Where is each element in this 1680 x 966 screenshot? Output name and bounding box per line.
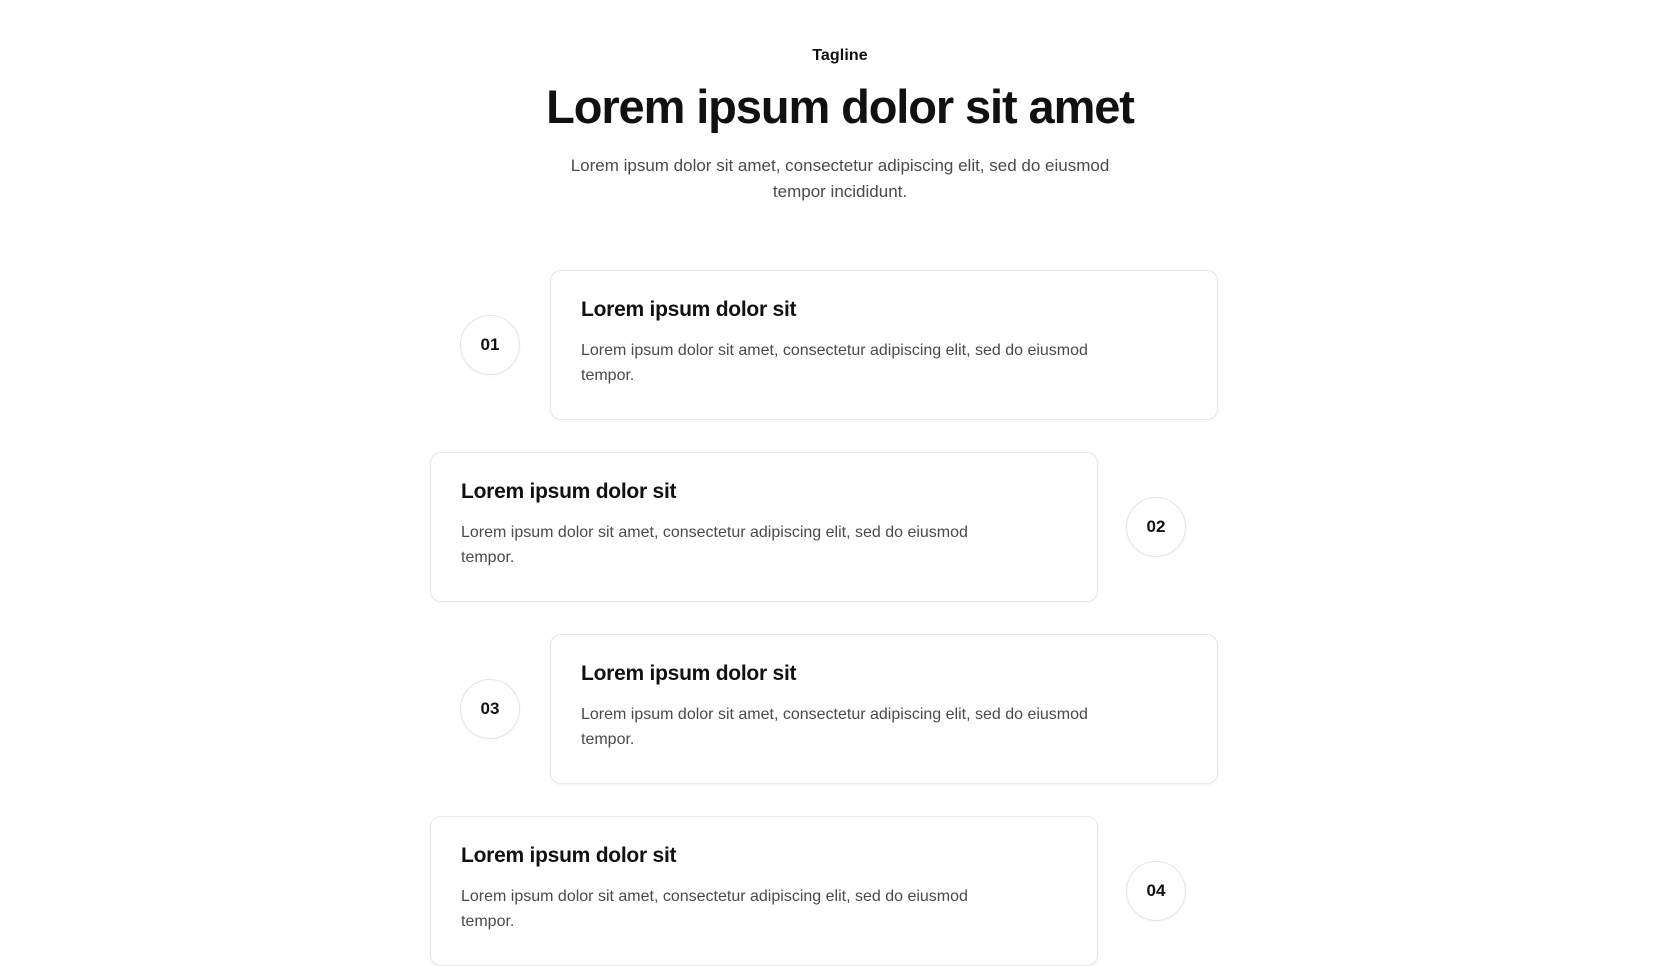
step-description: Lorem ipsum dolor sit amet, consectetur adipiscing elit, sed do eiusmod tempor. xyxy=(461,888,968,931)
timeline-list xyxy=(430,270,1250,966)
timeline-item xyxy=(430,634,1250,784)
step-card[interactable] xyxy=(430,816,1098,966)
page-subtitle: Lorem ipsum dolor sit amet, consectetur adipiscing elit, sed do eiusmod tempor incididunt. xyxy=(570,156,1110,201)
step-number-badge: 03 xyxy=(460,679,520,739)
step-title: Lorem ipsum dolor sit xyxy=(461,844,677,868)
step-number-badge: 02 xyxy=(1126,497,1186,557)
page-header xyxy=(460,46,1220,204)
page-title: Lorem ipsum dolor sit amet xyxy=(546,79,1134,133)
step-title: Lorem ipsum dolor sit xyxy=(461,479,677,503)
step-number-badge: 01 xyxy=(460,315,520,375)
step-title: Lorem ipsum dolor sit xyxy=(581,662,797,686)
timeline-item xyxy=(430,452,1250,602)
timeline-item xyxy=(430,816,1250,966)
tagline: Tagline xyxy=(812,47,868,64)
step-card[interactable] xyxy=(550,270,1218,420)
step-number-badge: 04 xyxy=(1126,861,1186,921)
step-card[interactable] xyxy=(550,634,1218,784)
step-description: Lorem ipsum dolor sit amet, consectetur adipiscing elit, sed do eiusmod tempor. xyxy=(581,341,1088,384)
step-title: Lorem ipsum dolor sit xyxy=(581,297,797,321)
step-card[interactable] xyxy=(430,452,1098,602)
step-description: Lorem ipsum dolor sit amet, consectetur adipiscing elit, sed do eiusmod tempor. xyxy=(581,706,1088,749)
step-description: Lorem ipsum dolor sit amet, consectetur adipiscing elit, sed do eiusmod tempor. xyxy=(461,524,968,567)
timeline-item xyxy=(430,270,1250,420)
